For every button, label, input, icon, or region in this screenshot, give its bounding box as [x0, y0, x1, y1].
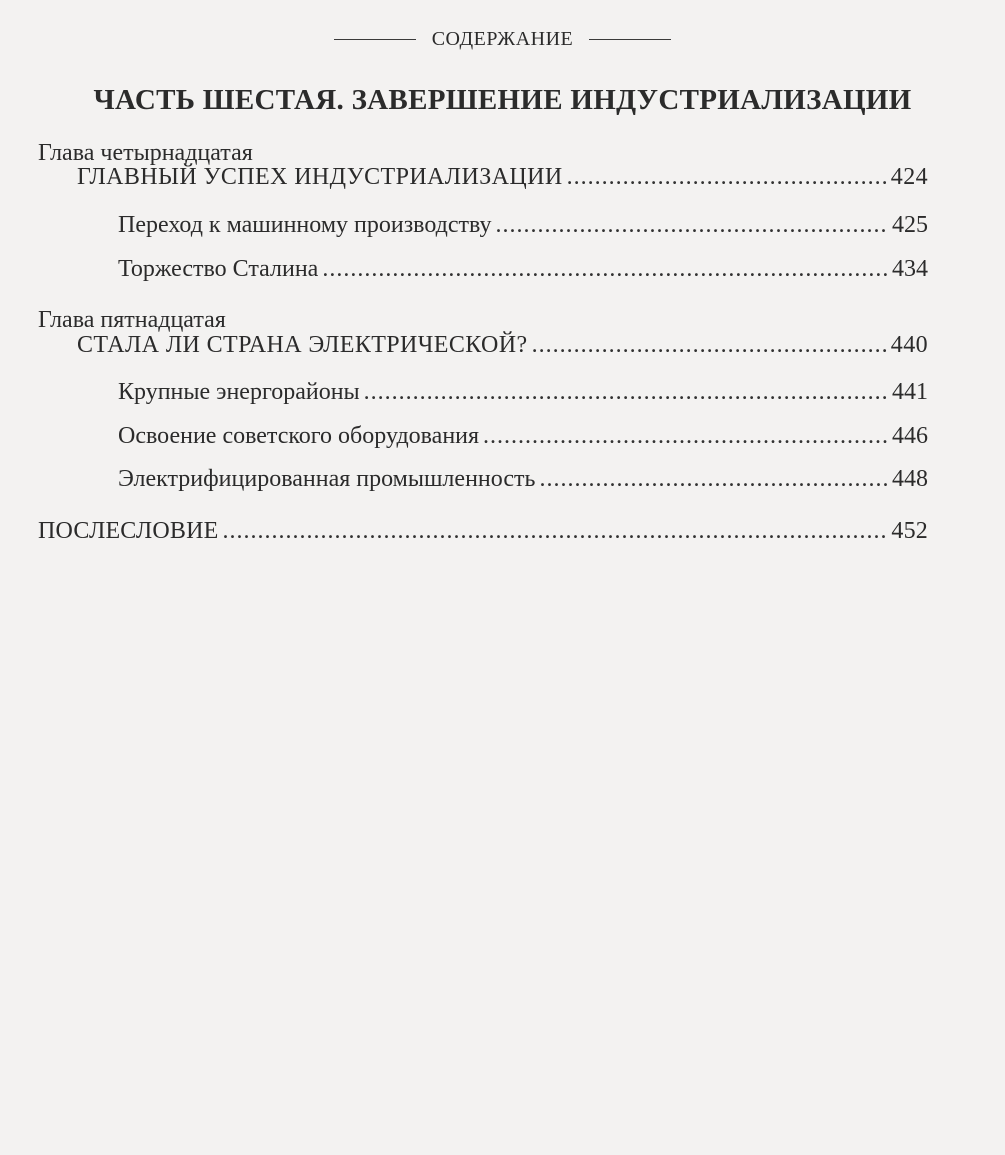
toc-entry-afterword[interactable]: [38, 518, 928, 545]
right-rule: [589, 39, 671, 40]
toc-entry-title: ПОСЛЕСЛОВИЕ: [38, 518, 219, 544]
toc-page-number: 441: [892, 379, 928, 405]
toc-page-number: 452: [891, 518, 928, 544]
toc-page-number: 448: [892, 466, 928, 492]
dot-leader: [567, 164, 887, 191]
toc-page-number: 425: [892, 212, 928, 238]
toc-entry-title: Освоение советского оборудования: [118, 423, 480, 449]
part-title: ЧАСТЬ ШЕСТАЯ. ЗАВЕРШЕНИЕ ИНДУСТРИАЛИЗАЦИИ: [93, 84, 912, 116]
toc-page-number: 446: [892, 423, 928, 449]
toc-entry-chapter[interactable]: [77, 164, 928, 191]
toc-page-number: 440: [890, 332, 928, 358]
dot-leader: [496, 212, 888, 239]
dot-leader: [532, 332, 887, 359]
toc-entry-title: СТАЛА ЛИ СТРАНА ЭЛЕКТРИЧЕСКОЙ?: [77, 332, 528, 358]
left-rule: [334, 39, 416, 40]
dot-leader: [223, 518, 888, 545]
toc-entry-title: Торжество Сталина: [118, 256, 319, 282]
toc-entry-title: Крупные энергорайоны: [118, 379, 360, 405]
toc-entry-title: Электрифицированная промышленность: [118, 466, 536, 492]
chapter-label: Глава четырнадцатая: [38, 140, 253, 166]
chapter-label: Глава пятнадцатая: [38, 307, 226, 333]
toc-page-number: 434: [892, 256, 928, 282]
dot-leader: [322, 256, 888, 283]
toc-entry-section[interactable]: [118, 212, 928, 239]
toc-entry-title: ГЛАВНЫЙ УСПЕХ ИНДУСТРИАЛИЗАЦИИ: [77, 164, 563, 190]
toc-entry-section[interactable]: [118, 423, 928, 450]
dot-leader: [483, 423, 888, 450]
dot-leader: [539, 466, 888, 493]
toc-entry-section[interactable]: [118, 379, 928, 406]
toc-entry-section[interactable]: [118, 256, 928, 283]
toc-page-number: 424: [890, 164, 928, 190]
dot-leader: [364, 379, 888, 406]
running-head-text: СОДЕРЖАНИЕ: [431, 28, 574, 50]
toc-entry-section[interactable]: [118, 466, 928, 493]
toc-entry-chapter[interactable]: [77, 332, 928, 359]
running-head: [0, 28, 1005, 51]
toc-entry-title: Переход к машинному производству: [118, 212, 492, 238]
